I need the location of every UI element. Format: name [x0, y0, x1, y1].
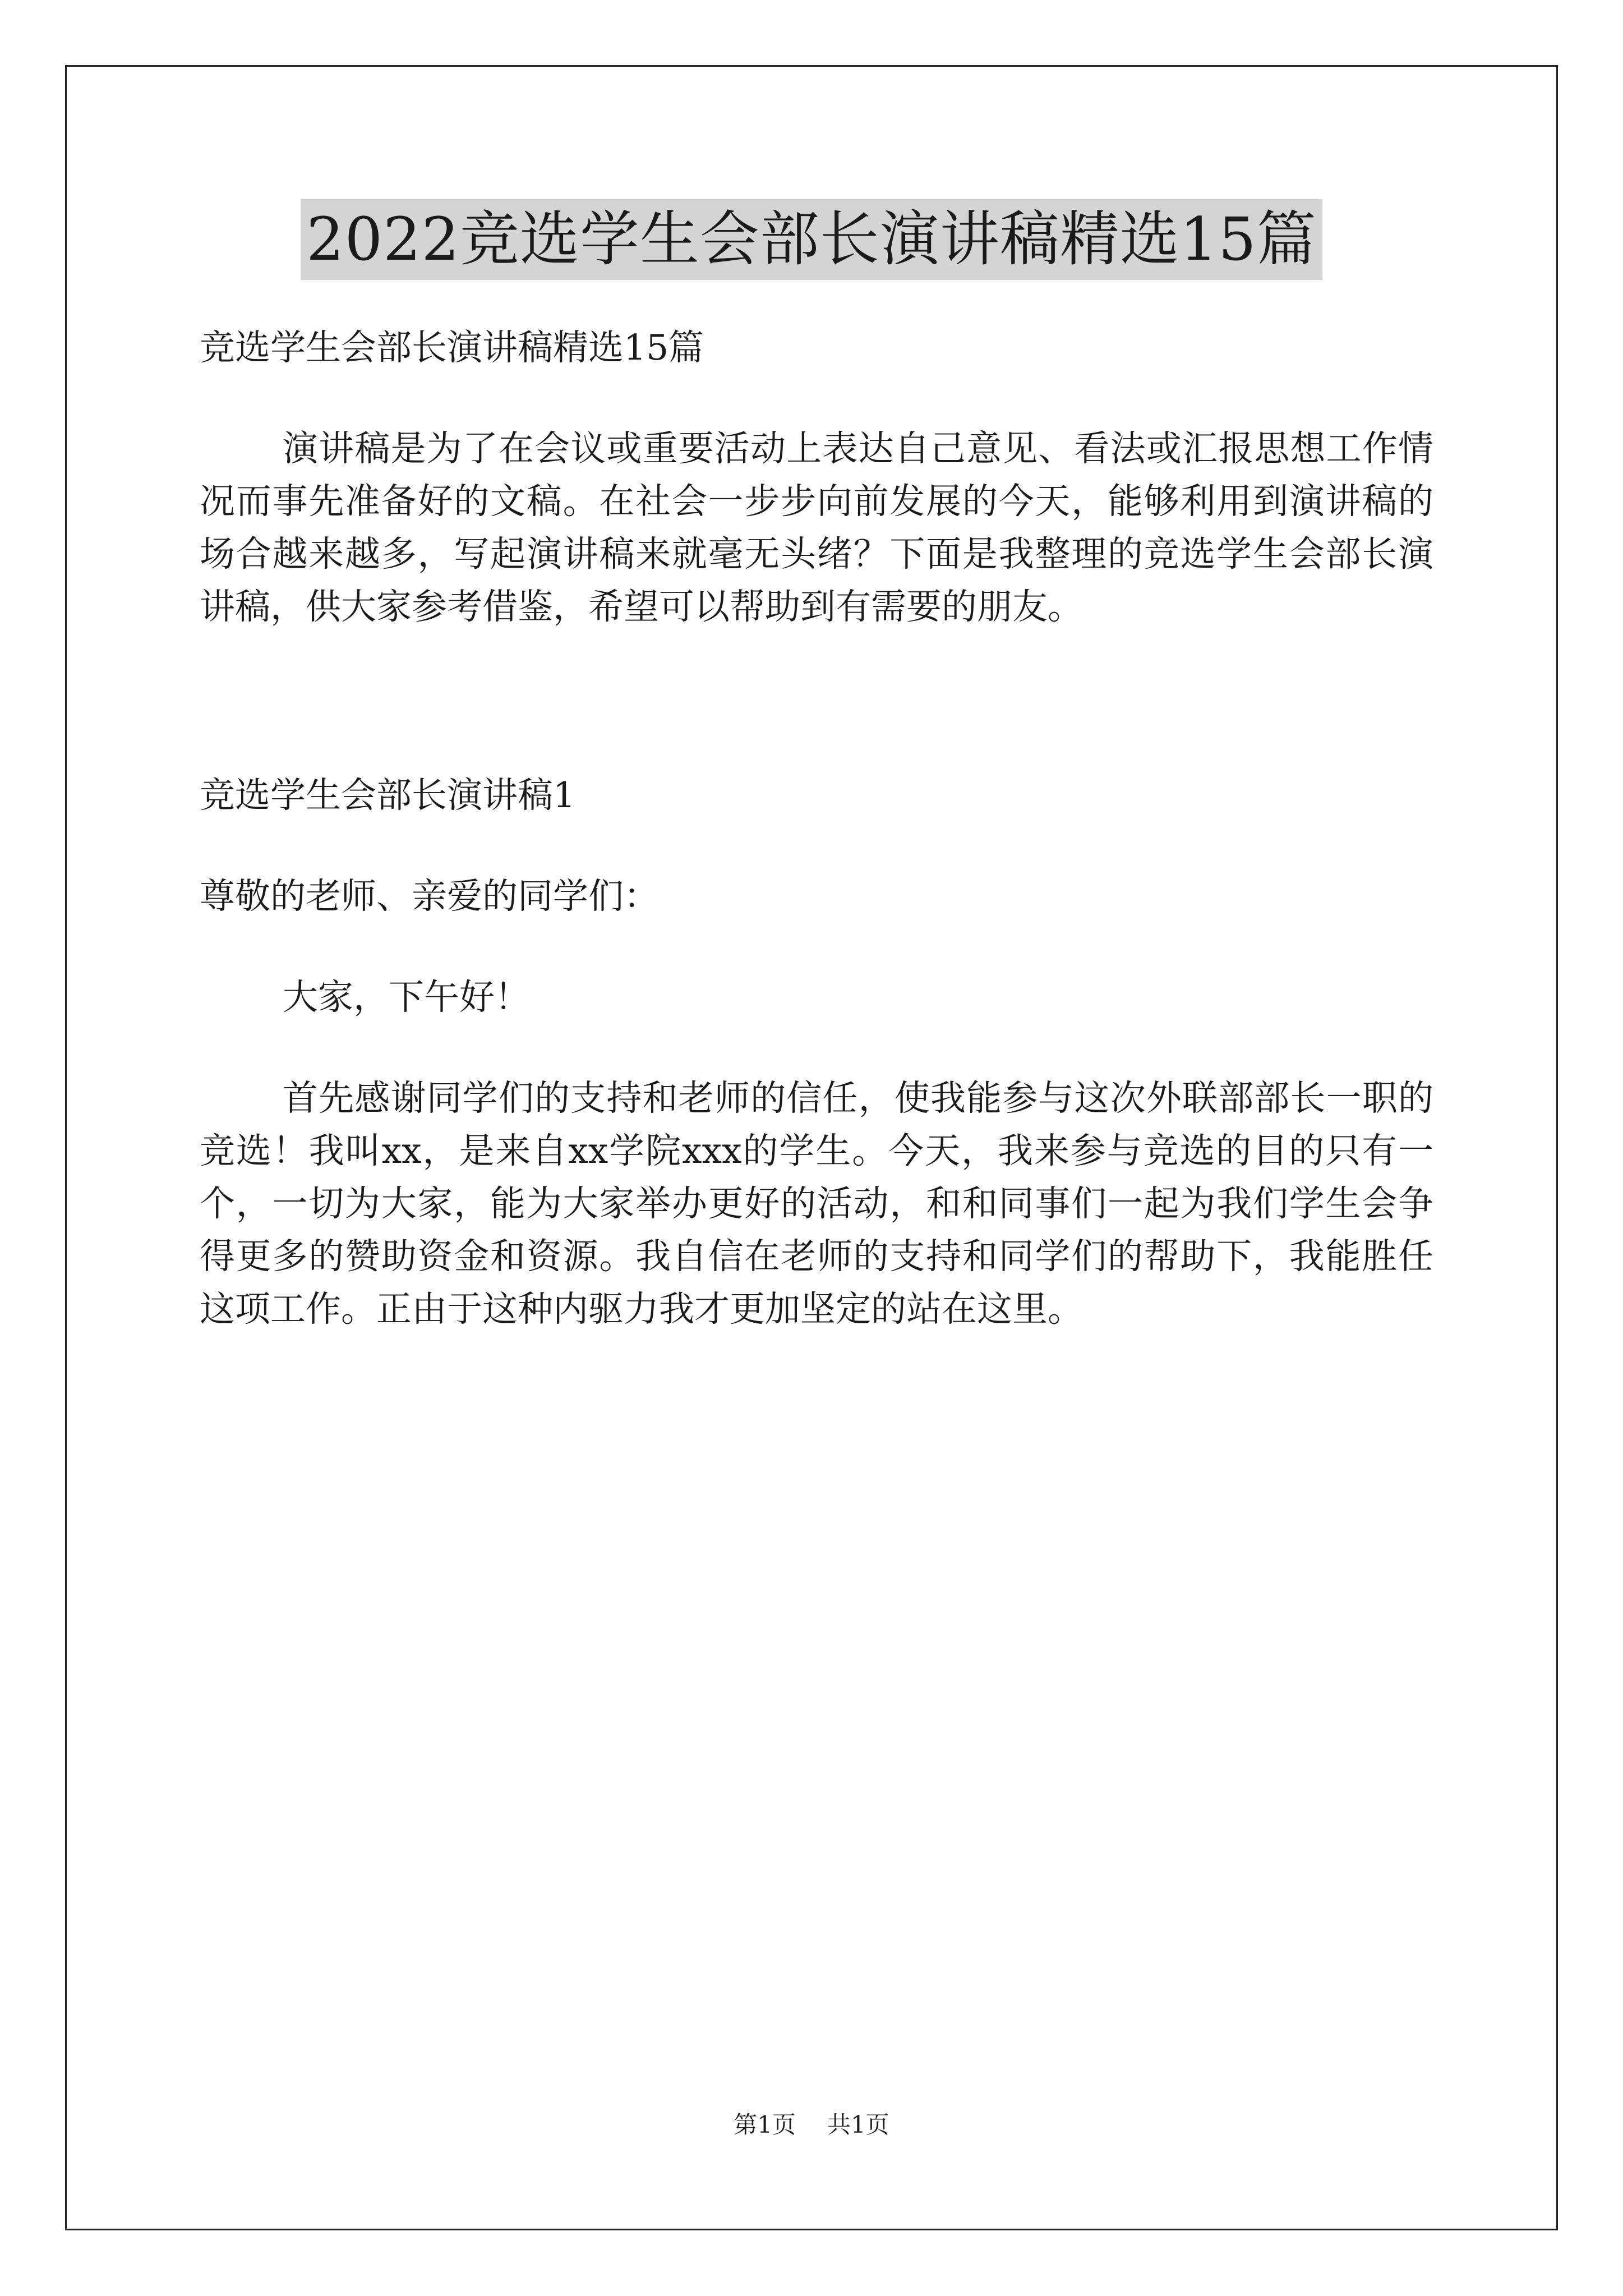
section-heading: 竞选学生会部长演讲稿1 [200, 775, 576, 816]
page-total: 共1页 [827, 2111, 889, 2138]
page-number: 第1页 [734, 2111, 796, 2138]
document-title: 2022竞选学生会部长演讲稿精选15篇 [301, 199, 1322, 280]
salutation: 尊敬的老师、亲爱的同学们： [200, 876, 659, 917]
greeting-line: 大家，下午好！ [283, 977, 530, 1018]
document-body [200, 321, 1433, 1336]
page-footer [0, 2108, 1623, 2142]
intro-paragraph: 演讲稿是为了在会议或重要活动上表达自己意见、看法或汇报思想工作情况而事先准备好的文稿。在社会一步步向前发展的今天，能够利用到演讲稿的场合越来越多，写起演讲稿来就毫无头绪？下面是我整理的竞选学生会部长演讲稿，供大家参考借鉴，希望可以帮助到有需要的朋友。 [200, 428, 1433, 627]
document-subtitle: 竞选学生会部长演讲稿精选15篇 [200, 327, 704, 368]
title-container [0, 199, 1623, 280]
body-paragraph: 首先感谢同学们的支持和老师的信任，使我能参与这次外联部部长一职的竞选！我叫xx，是来自xx学院xxx的学生。今天，我来参与竞选的目的只有一个，一切为大家，能为大家举办更好的活动，和和同事们一起为我们学生会争得更多的赞助资金和资源。我自信在老师的支持和同学们的帮助下，我能胜任这项工作。正由于这种内驱力我才更加坚定的站在这里。 [200, 1078, 1433, 1329]
